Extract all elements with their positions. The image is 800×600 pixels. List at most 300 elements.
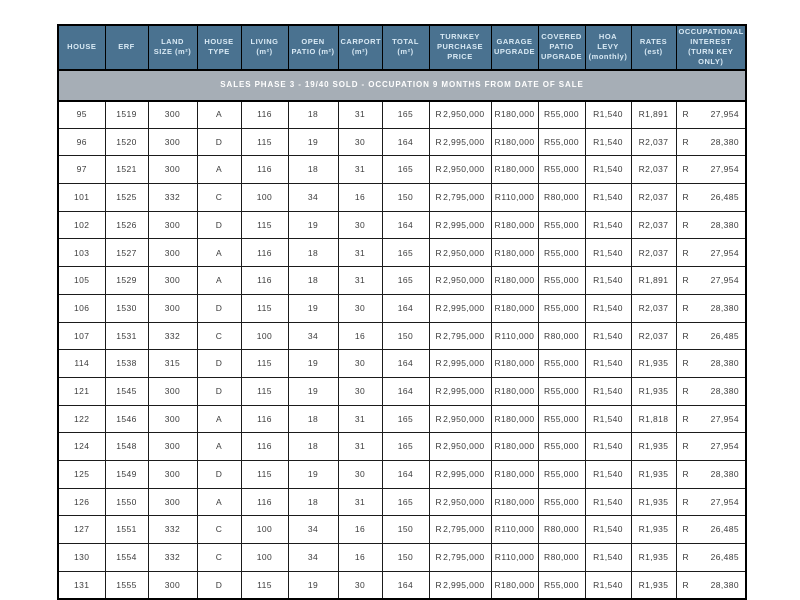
currency-symbol: R: [682, 219, 690, 230]
cell-land_size: 332: [148, 322, 197, 350]
currency-symbol: R: [682, 302, 690, 313]
cell-rates: R2,037: [631, 322, 676, 350]
cell-carport: 31: [338, 239, 382, 267]
cell-covered_patio_upgrade: R55,000: [538, 350, 585, 378]
cell-turnkey_purchase_price: [429, 516, 491, 544]
cell-living: 116: [241, 156, 288, 184]
cell-turnkey_purchase_price: [429, 267, 491, 295]
cell-hoa_levy: R1,540: [585, 516, 631, 544]
table-row: [58, 516, 746, 544]
column-header-house: HOUSE: [58, 25, 105, 70]
cell-hoa_levy: R1,540: [585, 322, 631, 350]
cell-erf: 1520: [105, 128, 148, 156]
amount: 2,995,000: [443, 579, 485, 590]
cell-erf: 1526: [105, 211, 148, 239]
cell-living: 115: [241, 211, 288, 239]
cell-land_size: 300: [148, 460, 197, 488]
amount: 28,380: [710, 302, 739, 313]
cell-open_patio: 19: [288, 350, 338, 378]
cell-open_patio: 18: [288, 101, 338, 129]
cell-house: 102: [58, 211, 105, 239]
cell-open_patio: 18: [288, 488, 338, 516]
cell-total: 164: [382, 211, 429, 239]
cell-occupational_interest: [676, 571, 746, 599]
cell-hoa_levy: R1,540: [585, 460, 631, 488]
currency-symbol: R: [435, 247, 443, 258]
cell-erf: 1546: [105, 405, 148, 433]
cell-house_type: A: [197, 267, 241, 295]
cell-house: 122: [58, 405, 105, 433]
cell-garage_upgrade: R180,000: [491, 128, 538, 156]
cell-garage_upgrade: R110,000: [491, 516, 538, 544]
currency-symbol: R: [682, 579, 690, 590]
amount: 2,795,000: [443, 330, 485, 341]
cell-covered_patio_upgrade: R55,000: [538, 101, 585, 129]
amount: 2,950,000: [443, 275, 485, 286]
cell-open_patio: 19: [288, 294, 338, 322]
cell-carport: 30: [338, 571, 382, 599]
currency-symbol: R: [682, 136, 690, 147]
cell-total: 165: [382, 239, 429, 267]
header-row: [58, 25, 746, 70]
cell-living: 116: [241, 488, 288, 516]
cell-turnkey_purchase_price: [429, 433, 491, 461]
table-row: [58, 294, 746, 322]
table-row: [58, 211, 746, 239]
cell-land_size: 300: [148, 433, 197, 461]
cell-house: 101: [58, 184, 105, 212]
amount: 28,380: [710, 358, 739, 369]
cell-living: 116: [241, 433, 288, 461]
cell-occupational_interest: [676, 322, 746, 350]
cell-land_size: 300: [148, 267, 197, 295]
cell-carport: 31: [338, 488, 382, 516]
cell-covered_patio_upgrade: R80,000: [538, 544, 585, 572]
cell-garage_upgrade: R180,000: [491, 377, 538, 405]
cell-rates: R1,818: [631, 405, 676, 433]
cell-carport: 30: [338, 294, 382, 322]
table-row: [58, 156, 746, 184]
cell-hoa_levy: R1,540: [585, 184, 631, 212]
cell-rates: R1,891: [631, 101, 676, 129]
cell-occupational_interest: [676, 156, 746, 184]
cell-house_type: D: [197, 128, 241, 156]
cell-land_size: 315: [148, 350, 197, 378]
cell-turnkey_purchase_price: [429, 460, 491, 488]
cell-rates: R2,037: [631, 239, 676, 267]
amount: 2,995,000: [443, 385, 485, 396]
cell-carport: 16: [338, 184, 382, 212]
cell-land_size: 300: [148, 101, 197, 129]
cell-house: 97: [58, 156, 105, 184]
column-header-rates: RATES (est): [631, 25, 676, 70]
cell-rates: R2,037: [631, 184, 676, 212]
cell-total: 164: [382, 571, 429, 599]
amount: 27,954: [710, 413, 739, 424]
amount: 27,954: [710, 109, 739, 120]
table-row: [58, 433, 746, 461]
column-header-turnkey_purchase_price: TURNKEY PURCHASE PRICE: [429, 25, 491, 70]
amount: 27,954: [710, 441, 739, 452]
amount: 2,950,000: [443, 164, 485, 175]
cell-occupational_interest: [676, 460, 746, 488]
currency-symbol: R: [682, 275, 690, 286]
amount: 2,995,000: [443, 469, 485, 480]
cell-rates: R1,935: [631, 377, 676, 405]
currency-symbol: R: [682, 385, 690, 396]
column-header-living: LIVING (m²): [241, 25, 288, 70]
currency-symbol: R: [435, 579, 443, 590]
cell-open_patio: 34: [288, 544, 338, 572]
cell-hoa_levy: R1,540: [585, 405, 631, 433]
cell-house_type: C: [197, 184, 241, 212]
cell-garage_upgrade: R180,000: [491, 239, 538, 267]
cell-total: 165: [382, 101, 429, 129]
cell-carport: 31: [338, 433, 382, 461]
cell-garage_upgrade: R180,000: [491, 488, 538, 516]
cell-rates: R1,935: [631, 460, 676, 488]
table-row: [58, 571, 746, 599]
cell-house_type: A: [197, 239, 241, 267]
cell-erf: 1551: [105, 516, 148, 544]
cell-total: 164: [382, 460, 429, 488]
cell-living: 115: [241, 377, 288, 405]
cell-house: 107: [58, 322, 105, 350]
currency-symbol: R: [682, 496, 690, 507]
cell-garage_upgrade: R110,000: [491, 322, 538, 350]
column-header-open_patio: OPEN PATIO (m²): [288, 25, 338, 70]
amount: 2,950,000: [443, 109, 485, 120]
cell-living: 100: [241, 544, 288, 572]
cell-erf: 1529: [105, 267, 148, 295]
table-row: [58, 128, 746, 156]
currency-symbol: R: [435, 164, 443, 175]
currency-symbol: R: [435, 469, 443, 480]
cell-land_size: 300: [148, 405, 197, 433]
phase-banner: SALES PHASE 3 - 19/40 SOLD - OCCUPATION 9 MONTHS FROM DATE OF SALE: [58, 70, 746, 101]
cell-erf: 1545: [105, 377, 148, 405]
cell-house_type: D: [197, 294, 241, 322]
cell-total: 164: [382, 128, 429, 156]
cell-open_patio: 18: [288, 433, 338, 461]
cell-garage_upgrade: R180,000: [491, 433, 538, 461]
amount: 26,485: [710, 552, 739, 563]
amount: 27,954: [710, 164, 739, 175]
column-header-land_size: LAND SIZE (m²): [148, 25, 197, 70]
cell-land_size: 332: [148, 184, 197, 212]
cell-open_patio: 18: [288, 239, 338, 267]
amount: 2,995,000: [443, 358, 485, 369]
amount: 26,485: [710, 192, 739, 203]
column-header-carport: CARPORT (m²): [338, 25, 382, 70]
amount: 28,380: [710, 469, 739, 480]
cell-house: 106: [58, 294, 105, 322]
cell-open_patio: 18: [288, 405, 338, 433]
cell-total: 150: [382, 184, 429, 212]
currency-symbol: R: [682, 441, 690, 452]
cell-turnkey_purchase_price: [429, 405, 491, 433]
amount: 2,795,000: [443, 192, 485, 203]
cell-covered_patio_upgrade: R55,000: [538, 433, 585, 461]
cell-hoa_levy: R1,540: [585, 101, 631, 129]
currency-symbol: R: [435, 136, 443, 147]
cell-open_patio: 19: [288, 211, 338, 239]
cell-garage_upgrade: R180,000: [491, 156, 538, 184]
cell-living: 115: [241, 128, 288, 156]
currency-symbol: R: [435, 275, 443, 286]
currency-symbol: R: [435, 358, 443, 369]
cell-rates: R2,037: [631, 156, 676, 184]
cell-total: 150: [382, 516, 429, 544]
table-row: [58, 350, 746, 378]
cell-turnkey_purchase_price: [429, 184, 491, 212]
currency-symbol: R: [435, 496, 443, 507]
cell-carport: 31: [338, 405, 382, 433]
cell-land_size: 300: [148, 571, 197, 599]
currency-symbol: R: [435, 385, 443, 396]
cell-house: 124: [58, 433, 105, 461]
cell-covered_patio_upgrade: R55,000: [538, 460, 585, 488]
cell-hoa_levy: R1,540: [585, 377, 631, 405]
cell-covered_patio_upgrade: R55,000: [538, 294, 585, 322]
column-header-erf: ERF: [105, 25, 148, 70]
cell-house: 105: [58, 267, 105, 295]
cell-house: 126: [58, 488, 105, 516]
cell-open_patio: 19: [288, 128, 338, 156]
cell-land_size: 300: [148, 128, 197, 156]
sales-price-table: [57, 24, 747, 600]
cell-rates: R2,037: [631, 294, 676, 322]
cell-turnkey_purchase_price: [429, 322, 491, 350]
cell-living: 100: [241, 322, 288, 350]
table-row: [58, 101, 746, 129]
cell-rates: R1,935: [631, 571, 676, 599]
cell-total: 164: [382, 294, 429, 322]
cell-hoa_levy: R1,540: [585, 128, 631, 156]
cell-house: 103: [58, 239, 105, 267]
table-row: [58, 322, 746, 350]
cell-carport: 30: [338, 460, 382, 488]
cell-erf: 1521: [105, 156, 148, 184]
cell-land_size: 332: [148, 544, 197, 572]
cell-rates: R1,935: [631, 350, 676, 378]
cell-turnkey_purchase_price: [429, 211, 491, 239]
cell-garage_upgrade: R180,000: [491, 460, 538, 488]
cell-hoa_levy: R1,540: [585, 544, 631, 572]
cell-living: 116: [241, 101, 288, 129]
cell-house_type: A: [197, 433, 241, 461]
cell-land_size: 300: [148, 156, 197, 184]
cell-open_patio: 18: [288, 267, 338, 295]
cell-carport: 30: [338, 377, 382, 405]
currency-symbol: R: [682, 552, 690, 563]
cell-total: 150: [382, 322, 429, 350]
table-row: [58, 377, 746, 405]
cell-garage_upgrade: R180,000: [491, 267, 538, 295]
cell-hoa_levy: R1,540: [585, 294, 631, 322]
cell-rates: R1,935: [631, 544, 676, 572]
cell-living: 115: [241, 460, 288, 488]
cell-total: 164: [382, 377, 429, 405]
cell-carport: 16: [338, 544, 382, 572]
currency-symbol: R: [435, 302, 443, 313]
cell-house_type: A: [197, 156, 241, 184]
cell-open_patio: 19: [288, 377, 338, 405]
cell-carport: 16: [338, 322, 382, 350]
cell-living: 116: [241, 405, 288, 433]
cell-hoa_levy: R1,540: [585, 156, 631, 184]
cell-land_size: 300: [148, 377, 197, 405]
cell-land_size: 332: [148, 516, 197, 544]
cell-covered_patio_upgrade: R55,000: [538, 405, 585, 433]
cell-turnkey_purchase_price: [429, 101, 491, 129]
cell-house: 127: [58, 516, 105, 544]
cell-land_size: 300: [148, 239, 197, 267]
cell-house: 95: [58, 101, 105, 129]
currency-symbol: R: [435, 330, 443, 341]
phase-banner-row: [58, 70, 746, 101]
currency-symbol: R: [682, 330, 690, 341]
currency-symbol: R: [435, 441, 443, 452]
cell-rates: R2,037: [631, 128, 676, 156]
cell-living: 100: [241, 184, 288, 212]
amount: 28,380: [710, 136, 739, 147]
cell-living: 115: [241, 350, 288, 378]
table-body: [58, 101, 746, 599]
cell-land_size: 300: [148, 211, 197, 239]
cell-erf: 1548: [105, 433, 148, 461]
currency-symbol: R: [435, 413, 443, 424]
cell-garage_upgrade: R180,000: [491, 405, 538, 433]
cell-turnkey_purchase_price: [429, 294, 491, 322]
cell-erf: 1531: [105, 322, 148, 350]
amount: 2,950,000: [443, 441, 485, 452]
amount: 2,995,000: [443, 219, 485, 230]
cell-open_patio: 18: [288, 156, 338, 184]
cell-open_patio: 34: [288, 516, 338, 544]
cell-turnkey_purchase_price: [429, 488, 491, 516]
cell-garage_upgrade: R180,000: [491, 571, 538, 599]
cell-house_type: D: [197, 377, 241, 405]
cell-total: 165: [382, 405, 429, 433]
cell-hoa_levy: R1,540: [585, 433, 631, 461]
cell-erf: 1530: [105, 294, 148, 322]
cell-total: 165: [382, 433, 429, 461]
cell-occupational_interest: [676, 128, 746, 156]
currency-symbol: R: [682, 192, 690, 203]
cell-house_type: A: [197, 405, 241, 433]
cell-house_type: C: [197, 322, 241, 350]
cell-land_size: 300: [148, 488, 197, 516]
cell-garage_upgrade: R180,000: [491, 350, 538, 378]
cell-covered_patio_upgrade: R80,000: [538, 322, 585, 350]
cell-living: 116: [241, 239, 288, 267]
cell-land_size: 300: [148, 294, 197, 322]
table-row: [58, 267, 746, 295]
amount: 28,380: [710, 385, 739, 396]
cell-hoa_levy: R1,540: [585, 350, 631, 378]
cell-covered_patio_upgrade: R55,000: [538, 239, 585, 267]
amount: 2,795,000: [443, 524, 485, 535]
amount: 2,950,000: [443, 413, 485, 424]
cell-house: 121: [58, 377, 105, 405]
cell-house: 125: [58, 460, 105, 488]
cell-house: 131: [58, 571, 105, 599]
cell-open_patio: 34: [288, 322, 338, 350]
cell-erf: 1527: [105, 239, 148, 267]
cell-turnkey_purchase_price: [429, 128, 491, 156]
table-row: [58, 184, 746, 212]
cell-rates: R1,935: [631, 488, 676, 516]
amount: 27,954: [710, 275, 739, 286]
currency-symbol: R: [435, 192, 443, 203]
cell-living: 116: [241, 267, 288, 295]
cell-turnkey_purchase_price: [429, 239, 491, 267]
cell-hoa_levy: R1,540: [585, 211, 631, 239]
cell-carport: 31: [338, 101, 382, 129]
table-header: [58, 25, 746, 101]
cell-erf: 1519: [105, 101, 148, 129]
cell-turnkey_purchase_price: [429, 377, 491, 405]
cell-occupational_interest: [676, 267, 746, 295]
cell-garage_upgrade: R180,000: [491, 294, 538, 322]
cell-garage_upgrade: R110,000: [491, 544, 538, 572]
amount: 27,954: [710, 496, 739, 507]
column-header-hoa_levy: HOA LEVY (monthly): [585, 25, 631, 70]
currency-symbol: R: [682, 109, 690, 120]
cell-house_type: D: [197, 571, 241, 599]
cell-erf: 1538: [105, 350, 148, 378]
cell-occupational_interest: [676, 516, 746, 544]
currency-symbol: R: [435, 552, 443, 563]
cell-occupational_interest: [676, 433, 746, 461]
cell-occupational_interest: [676, 544, 746, 572]
cell-covered_patio_upgrade: R80,000: [538, 516, 585, 544]
cell-house_type: C: [197, 544, 241, 572]
amount: 2,795,000: [443, 552, 485, 563]
cell-rates: R2,037: [631, 211, 676, 239]
cell-occupational_interest: [676, 184, 746, 212]
cell-garage_upgrade: R180,000: [491, 211, 538, 239]
table-row: [58, 544, 746, 572]
cell-garage_upgrade: R110,000: [491, 184, 538, 212]
amount: 2,950,000: [443, 496, 485, 507]
column-header-covered_patio_upgrade: COVERED PATIO UPGRADE: [538, 25, 585, 70]
cell-house_type: D: [197, 211, 241, 239]
column-header-house_type: HOUSE TYPE: [197, 25, 241, 70]
cell-total: 165: [382, 156, 429, 184]
cell-living: 100: [241, 516, 288, 544]
currency-symbol: R: [682, 413, 690, 424]
amount: 26,485: [710, 330, 739, 341]
cell-open_patio: 19: [288, 460, 338, 488]
cell-house_type: C: [197, 516, 241, 544]
cell-occupational_interest: [676, 488, 746, 516]
cell-covered_patio_upgrade: R55,000: [538, 488, 585, 516]
cell-carport: 30: [338, 128, 382, 156]
cell-rates: R1,935: [631, 516, 676, 544]
cell-covered_patio_upgrade: R80,000: [538, 184, 585, 212]
currency-symbol: R: [682, 524, 690, 535]
currency-symbol: R: [435, 219, 443, 230]
cell-turnkey_purchase_price: [429, 156, 491, 184]
cell-covered_patio_upgrade: R55,000: [538, 211, 585, 239]
cell-covered_patio_upgrade: R55,000: [538, 156, 585, 184]
cell-occupational_interest: [676, 101, 746, 129]
cell-carport: 30: [338, 350, 382, 378]
cell-turnkey_purchase_price: [429, 350, 491, 378]
cell-house: 96: [58, 128, 105, 156]
